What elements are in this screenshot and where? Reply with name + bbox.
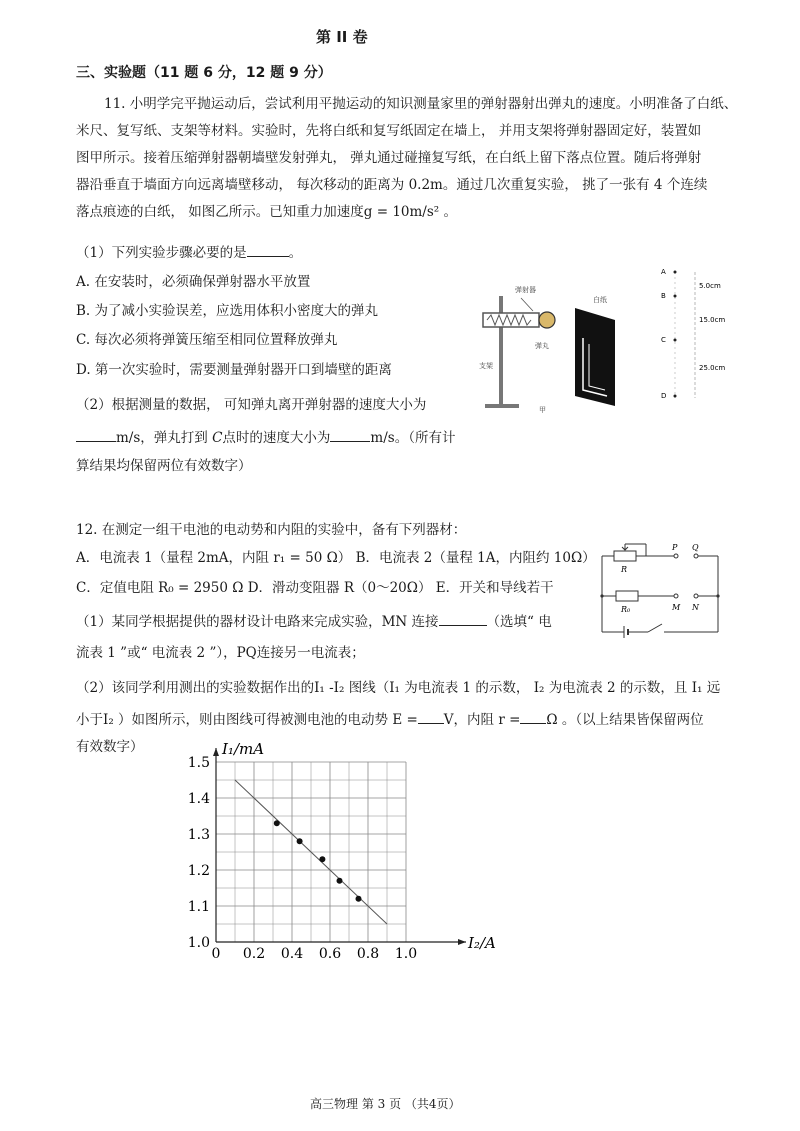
data-point [274,820,280,826]
point-a-label: A [661,268,666,276]
fixed-resistor [616,591,638,601]
switch [648,624,662,632]
q11-line-2: 米尺、复写纸、支架等材料。实验时，先将白纸和复写纸固定在墙上， 并用支架将弹射器固定好，装置如 [76,123,702,139]
landing-points-figure [655,258,735,408]
carbon-paper [575,308,615,406]
chart-ticks [188,755,417,962]
option-d: D. 第一次实验时，需要测量弹射器开口到墙壁的距离 [76,362,392,378]
circuit-diagram [596,540,724,640]
answer-blank-emf[interactable] [418,709,444,724]
q11-line-1: 11. 小明学完平抛运动后，尝试利用平抛运动的知识测量家里的弹射器射出弹丸的速度。小明准备了白纸、 [104,96,738,112]
data-points [274,820,362,902]
i1-i2-chart [160,738,520,963]
data-point [297,838,303,844]
q11-line-3: 图甲所示。接着压缩弹射器朝墙壁发射弹丸， 弹丸通过碰撞复写纸，在白纸上留下落点位置。随后将弹射 [76,150,702,166]
section-title: 三、实验题（11 题 6 分，12 题 9 分） [76,65,332,81]
x-axis-arrow [458,939,466,945]
apparatus-figure [475,268,640,418]
point-c [674,339,677,342]
data-point [337,878,343,884]
x-tick-label: 0.2 [242,946,266,962]
y-tick-label: 1.5 [187,755,210,771]
option-c: C. 每次必须将弹簧压缩至相同位置释放弹丸 [76,332,338,348]
q12-part2-line1: （2）该同学利用测出的实验数据作出的I₁ -I₂ 图线（I₁ 为电流表 1 的示数， I₂ 为电流表 2 的示数，且 I₁ 远 [76,680,721,696]
paper-label: 白纸 [593,296,607,304]
stand-label: 支架 [479,362,493,370]
volume-title: 第 II 卷 [316,28,368,46]
distance-ab: 5.0cm [699,282,721,290]
y-axis-arrow [213,748,219,756]
distance-cd: 25.0cm [699,364,726,372]
ball [539,312,555,328]
y-tick-label: 1.4 [187,791,210,807]
q12-part2-line2: 小于I₂ ）如图所示，则由图线可得被测电池的电动势 E = V，内阻 r = Ω 。（以上结果皆保留两位 [76,709,704,730]
label-m: M [672,603,681,612]
data-point [319,856,325,862]
label-q: Q [692,543,699,552]
x-tick-label: 0 [211,946,221,962]
x-axis-label: I₂/A [468,934,496,952]
point-b-label: B [661,292,666,300]
point-d-label: D [661,392,667,400]
x-tick-label: 1.0 [394,946,418,962]
y-tick-label: 1.3 [187,827,210,843]
ball-label: 弹丸 [535,342,549,350]
rheostat [614,551,636,561]
answer-blank-q11-v0[interactable] [76,427,116,442]
label-r0: R₀ [621,605,631,614]
launcher-label: 弹射器 [515,286,536,294]
q11-part1: （1）下列实验步骤必要的是 。 [76,242,302,263]
label-r: R [621,565,628,574]
q11-line-5: 落点痕迹的白纸， 如图乙所示。已知重力加速度g = 10m/s² 。 [76,204,457,220]
q11-part2-line2: m/s，弹丸打到 C点时的速度大小为 m/s。（所有计 [76,427,455,448]
y-tick-label: 1.1 [187,899,210,915]
answer-blank-q11-1[interactable] [247,242,289,257]
y-axis-label: I₁/mA [222,740,265,758]
data-point [356,896,362,902]
option-b: B. 为了减小实验误差，应选用体积小密度大的弹丸 [76,303,379,319]
label-n: N [692,603,699,612]
x-tick-label: 0.6 [318,946,342,962]
x-tick-label: 0.8 [356,946,380,962]
q11-line-4: 器沿垂直于墙面方向远离墙壁移动， 每次移动的距离为 0.2m。通过几次重复实验， 挑了一张有 4 个连续 [76,177,708,193]
answer-blank-q12-mn[interactable] [439,611,487,626]
point-b [674,295,677,298]
x-tick-label: 0.4 [280,946,304,962]
point-c-label: C [661,336,666,344]
q12-intro: 12. 在测定一组干电池的电动势和内阻的实验中，备有下列器材： [76,522,467,538]
distance-bc: 15.0cm [699,316,726,324]
y-tick-label: 1.2 [187,863,210,879]
q11-part2-line1: （2）根据测量的数据， 可知弹丸离开弹射器的速度大小为 [76,397,427,413]
answer-blank-q11-vc[interactable] [330,427,370,442]
label-p: P [672,543,678,552]
q12-equip-2: C．定值电阻 R₀ = 2950 Ω D．滑动变阻器 R（0～20Ω） E．开关和导线若干 [76,580,554,596]
figure-label-jia: 甲 [539,406,546,414]
option-a: A. 在安装时，必须确保弹射器水平放置 [76,274,311,290]
point-a [674,271,677,274]
page-footer: 高三物理 第 3 页 （共4页） [310,1097,461,1111]
q12-equip-1: A．电流表 1（量程 2mA，内阻 r₁ = 50 Ω） B．电流表 2（量程 1A，内阻约 10Ω） [76,550,596,566]
q12-part1-line2: 流表 1 ”或“ 电流表 2 ”），PQ连接另一电流表； [76,645,365,661]
point-d [674,395,677,398]
y-tick-label: 1.0 [187,935,210,951]
q11-part2-line3: 算结果均保留两位有效数字） [76,458,252,474]
answer-blank-r[interactable] [520,709,546,724]
q12-part1-line1: （1）某同学根据提供的器材设计电路来完成实验，MN 连接 （选填“ 电 [76,611,552,632]
chart-grid [213,748,466,945]
q12-part2-line3: 有效数字） [76,739,144,755]
stand-base [485,404,519,408]
